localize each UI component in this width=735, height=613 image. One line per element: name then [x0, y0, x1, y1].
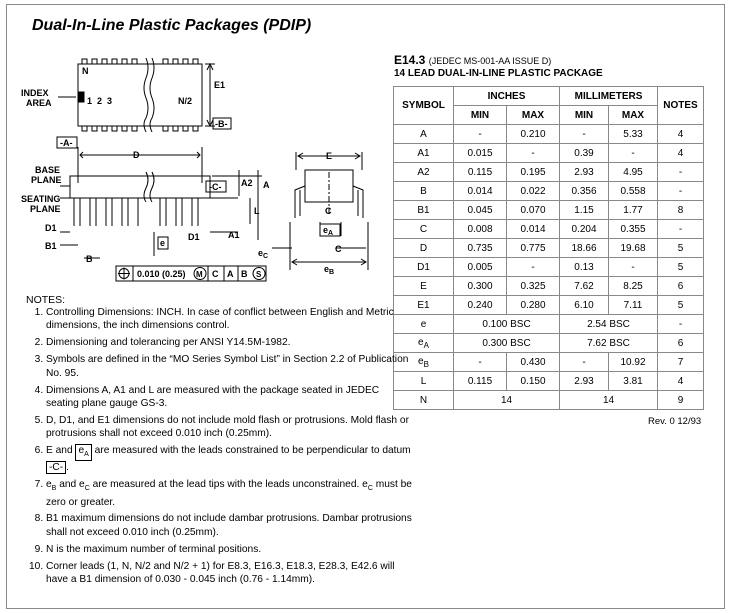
table-row: D1 0.005 - 0.13 - 5: [394, 258, 704, 277]
col-mm-min: MIN: [560, 106, 609, 125]
a-label: A: [263, 180, 270, 190]
note-item: 4. Dimensions A, A1 and L are measured with the package seated in JEDEC seating plane gauge GS-3.: [46, 384, 414, 411]
page-title: Dual-In-Line Plastic Packages (PDIP): [32, 17, 312, 34]
col-group-inches: INCHES: [454, 87, 560, 106]
col-mm-max: MAX: [609, 106, 658, 125]
e-label: e: [160, 238, 166, 248]
fcf-datum-b: B: [241, 269, 248, 279]
b1-label: B1: [45, 241, 57, 251]
a2-label: A2: [241, 178, 253, 188]
table-row: D 0.735 0.775 18.66 19.68 5: [394, 239, 704, 258]
col-inch-max: MAX: [507, 106, 560, 125]
table-row: A - 0.210 - 5.33 4: [394, 125, 704, 144]
fcf-mmc: M: [196, 270, 203, 279]
table-row: A2 0.115 0.195 2.93 4.95 -: [394, 163, 704, 182]
table-row: E 0.300 0.325 7.62 8.25 6: [394, 277, 704, 296]
note-item: 10. Corner leads (1, N, N/2 and N/2 + 1) for E8.3, E16.3, E18.3, E28.3, E42.6 will have a B1 dimension of 0.030 - 0.045 inch (0.76 - 1.14mm).: [46, 560, 414, 587]
datum-a-label: -A-: [60, 138, 73, 148]
l-label: L: [254, 206, 260, 216]
eb-label: $e_B$: [324, 264, 335, 276]
note-item: 6. E and $e_A$ are measured with the leads constrained to be perpendicular to datum -C- .: [46, 444, 414, 474]
table-heading: E14.3 (JEDEC MS-001-AA ISSUE D): [394, 53, 552, 67]
col-inch-min: MIN: [454, 106, 507, 125]
table-row: $e_B$ - 0.430 - 10.92 7: [394, 353, 704, 372]
notes-list: [10, 306, 414, 590]
d-label: D: [133, 150, 140, 160]
a1-label: A1: [228, 230, 240, 240]
base-plane-label: BASE: [35, 165, 61, 175]
table-row: N 14 14 9: [394, 391, 704, 410]
col-notes: NOTES: [658, 87, 704, 125]
note-item: 1. Controlling Dimensions: INCH. In case of conflict between English and Metric dimensions, the inch dimensions control.: [46, 306, 414, 333]
package-drawing: [0, 0, 390, 290]
table-row: E1 0.240 0.280 6.10 7.11 5: [394, 296, 704, 315]
pin-n2-label: N/2: [178, 96, 193, 106]
col-symbol: SYMBOL: [394, 87, 454, 125]
notes-heading: NOTES:: [26, 294, 66, 306]
col-group-mm: MILLIMETERS: [560, 87, 658, 106]
centerline-label: C: [325, 206, 332, 216]
base-plane-label-2: PLANE: [31, 175, 62, 185]
fcf-datum-a: A: [227, 269, 234, 279]
ec-label: $e_C$: [258, 248, 269, 260]
fcf-datum-c: C: [212, 269, 219, 279]
end-view: [272, 152, 368, 270]
fcf-tolerance: 0.010 (0.25): [137, 269, 186, 279]
table-row: $e_A$ 0.300 BSC 7.62 BSC 6: [394, 334, 704, 353]
d1-label: D1: [45, 223, 57, 233]
note-item: 9. N is the maximum number of terminal positions.: [46, 543, 414, 556]
e1-label: E1: [214, 80, 226, 90]
note-item: 5. D, D1, and E1 dimensions do not include mold flash or protrusions. Mold flash or protrusions shall not exceed 0.010 inch (0.25mm).: [46, 414, 414, 441]
datum-c-label: -C-: [209, 182, 222, 192]
pin-n-label: N: [82, 66, 89, 76]
note-item: 2. Dimensioning and tolerancing per ANSI Y14.5M-1982.: [46, 336, 414, 349]
index-area-label: INDEX: [21, 88, 49, 98]
dimensions-table: [393, 86, 704, 410]
note-item: 7. $e_B$ and $e_C$ are measured at the lead tips with the leads unconstrained. $e_C$ must be zero or greater.: [46, 478, 414, 509]
revision-label: Rev. 0 12/93: [648, 416, 702, 427]
note-item: 3. Symbols are defined in the “MO Series Symbol List” in Section 2.2 of Publication No. 95.: [46, 353, 414, 380]
seating-plane-label: SEATING: [21, 194, 61, 204]
datum-b-label: -B-: [215, 119, 228, 129]
table-row: B1 0.045 0.070 1.15 1.77 8: [394, 201, 704, 220]
fcf-rfs: S: [256, 270, 262, 279]
table-row: e 0.100 BSC 2.54 BSC -: [394, 315, 704, 334]
c-label: C: [335, 244, 342, 254]
table-row: B 0.014 0.022 0.356 0.558 -: [394, 182, 704, 201]
note-item: 8. B1 maximum dimensions do not include dambar protrusions. Dambar protrusions shall not exceed 0.010 inch (0.25mm).: [46, 512, 414, 539]
seating-plane-label-2: PLANE: [30, 204, 61, 214]
pin-numbers: 1 2 3: [87, 96, 113, 106]
index-area-label-2: AREA: [26, 98, 52, 108]
table-row: A1 0.015 - 0.39 - 4: [394, 144, 704, 163]
d1-label-2: D1: [188, 232, 200, 242]
b-label: B: [86, 254, 93, 264]
table-row: C 0.008 0.014 0.204 0.355 -: [394, 220, 704, 239]
table-subheading: 14 LEAD DUAL-IN-LINE PLASTIC PACKAGE: [394, 68, 603, 79]
e-dim-label: E: [326, 151, 333, 161]
ea-label: $e_A$: [323, 225, 334, 237]
table-row: L 0.115 0.150 2.93 3.81 4: [394, 372, 704, 391]
